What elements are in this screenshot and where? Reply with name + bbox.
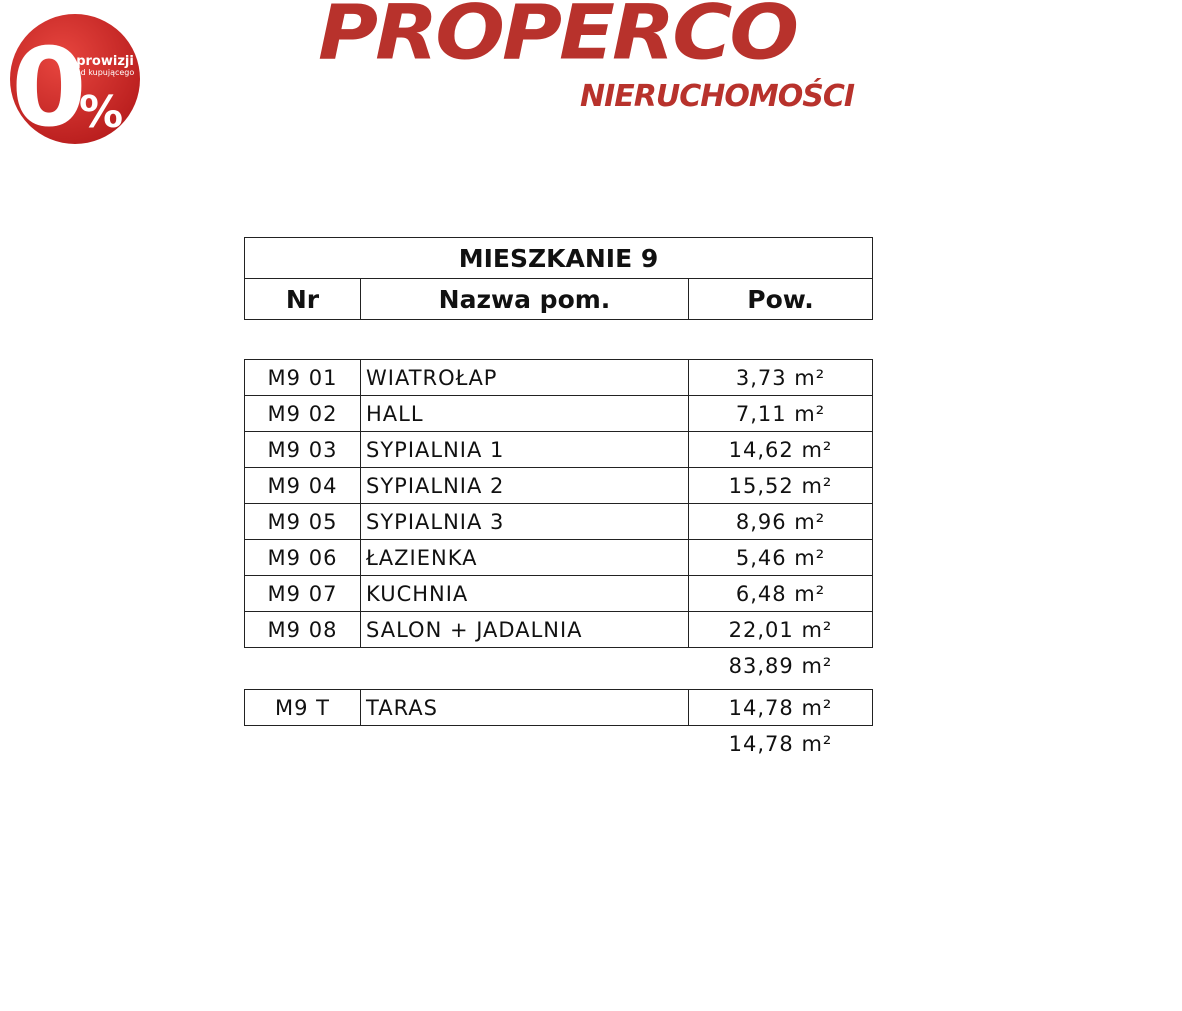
room-area: 14,78 m²	[689, 690, 873, 726]
badge-line1: prowizji	[76, 54, 134, 69]
room-name: KUCHNIA	[361, 576, 689, 612]
room-name: ŁAZIENKA	[361, 540, 689, 576]
zero-commission-badge	[9, 13, 141, 145]
room-area: 8,96 m²	[689, 504, 873, 540]
table-row	[245, 612, 873, 648]
table-row	[245, 468, 873, 504]
brand-subtitle: NIERUCHOMOŚCI	[580, 79, 854, 114]
room-area: 3,73 m²	[689, 360, 873, 396]
rooms-table	[244, 359, 873, 683]
room-area: 6,48 m²	[689, 576, 873, 612]
table-row	[245, 396, 873, 432]
badge-zero: 0	[11, 26, 87, 145]
room-nr: M9 06	[245, 540, 361, 576]
room-name: WIATROŁAP	[361, 360, 689, 396]
empty-cell	[361, 726, 689, 762]
room-nr: M9 04	[245, 468, 361, 504]
rooms-total: 83,89 m²	[728, 653, 833, 678]
badge-circle-icon	[9, 13, 141, 145]
room-name: TARAS	[361, 690, 689, 726]
badge-line2: od kupującego	[75, 68, 135, 77]
table-row	[245, 690, 873, 726]
apartment-header-table	[244, 237, 873, 320]
empty-cell	[245, 648, 361, 684]
room-name: HALL	[361, 396, 689, 432]
room-nr: M9 02	[245, 396, 361, 432]
table-row	[245, 504, 873, 540]
terrace-total-row	[245, 726, 873, 762]
room-nr: M9 07	[245, 576, 361, 612]
room-nr: M9 08	[245, 612, 361, 648]
badge-percent: %	[78, 87, 124, 138]
empty-cell	[245, 726, 361, 762]
header-nr: Nr	[245, 279, 361, 320]
room-area: 5,46 m²	[689, 540, 873, 576]
brand-name: PROPERCO	[318, 0, 797, 77]
header-area: Pow.	[689, 279, 873, 320]
room-nr: M9 01	[245, 360, 361, 396]
room-name: SYPIALNIA 3	[361, 504, 689, 540]
room-area: 7,11 m²	[689, 396, 873, 432]
table-row	[245, 576, 873, 612]
properco-logo	[318, 0, 878, 125]
room-area: 15,52 m²	[689, 468, 873, 504]
table-row	[245, 432, 873, 468]
room-nr: M9 05	[245, 504, 361, 540]
terrace-table	[244, 689, 873, 761]
room-nr: M9 T	[245, 690, 361, 726]
room-area: 22,01 m²	[689, 612, 873, 648]
table-row	[245, 360, 873, 396]
header-name: Nazwa pom.	[361, 279, 689, 320]
room-name: SYPIALNIA 2	[361, 468, 689, 504]
rooms-total-row	[245, 648, 873, 684]
room-nr: M9 03	[245, 432, 361, 468]
title-row	[245, 238, 873, 279]
header-row	[245, 279, 873, 320]
room-name: SALON + JADALNIA	[361, 612, 689, 648]
empty-cell	[361, 648, 689, 684]
terrace-total: 14,78 m²	[728, 731, 833, 756]
room-area: 14,62 m²	[689, 432, 873, 468]
table-row	[245, 540, 873, 576]
room-name: SYPIALNIA 1	[361, 432, 689, 468]
apartment-title: MIESZKANIE 9	[245, 238, 873, 279]
